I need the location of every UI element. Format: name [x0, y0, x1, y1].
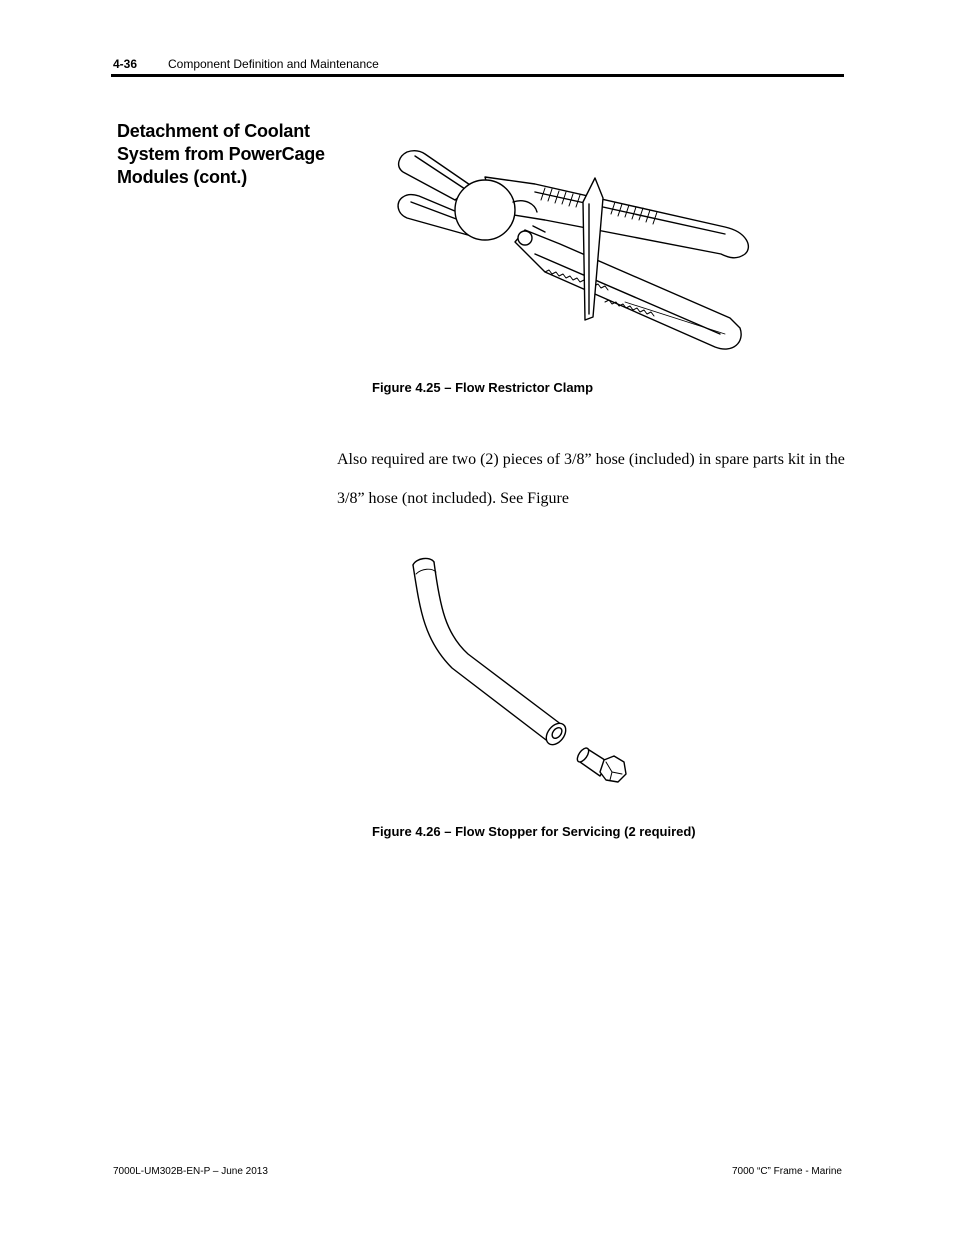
- footer-product-name: 7000 “C” Frame - Marine: [731, 1166, 842, 1177]
- body-paragraph: Also required are two (2) pieces of 3/8” hose (included) in spare parts kit in the 3/8” hose (not included). See Figure: [337, 451, 845, 507]
- flow-restrictor-clamp-illustration: [385, 142, 760, 360]
- page-number: 4-36: [113, 57, 138, 71]
- running-header-title: Component Definition and Maintenance: [168, 57, 379, 71]
- figure-caption: Figure 4.25 – Flow Restrictor Clamp: [372, 380, 594, 395]
- section-heading: Detachment of Coolant System from PowerCage Modules (cont.): [117, 121, 325, 187]
- header-rule: [111, 74, 844, 77]
- flow-stopper-illustration: [400, 550, 640, 795]
- figure-caption: Figure 4.26 – Flow Stopper for Servicing (2 required): [372, 824, 696, 839]
- footer-publication-id: 7000L-UM302B-EN-P – June 2013: [113, 1166, 268, 1177]
